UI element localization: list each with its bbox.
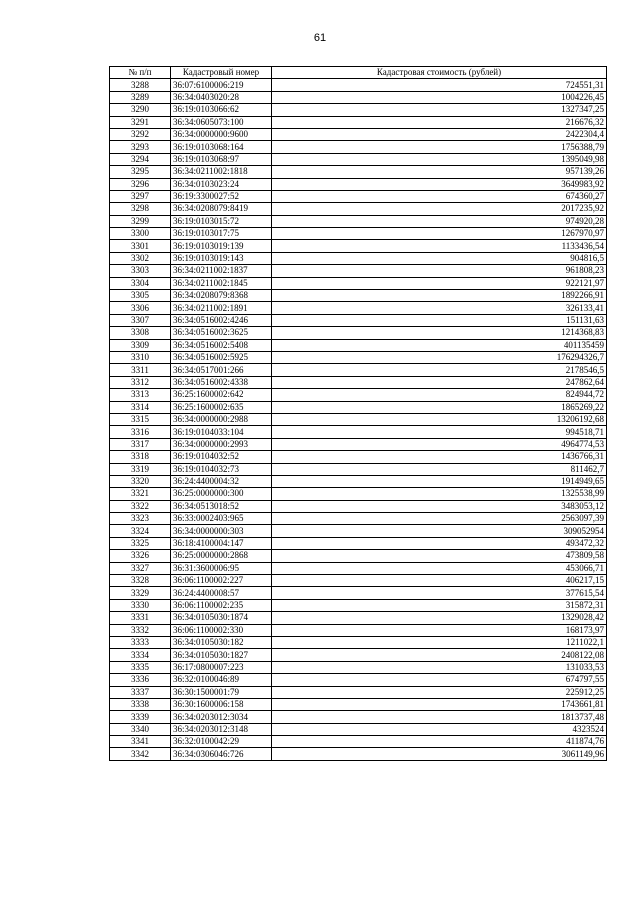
row-number: 3299 bbox=[110, 215, 171, 227]
table-row bbox=[110, 290, 607, 302]
cadastral-value: 674797,55 bbox=[272, 674, 607, 686]
header-row-number: № п/п bbox=[110, 67, 171, 79]
row-number: 3341 bbox=[110, 736, 171, 748]
table-body bbox=[110, 79, 607, 760]
cadastral-number: 36:34:0000000:2993 bbox=[171, 438, 272, 450]
table-header-row bbox=[110, 67, 607, 79]
table-row bbox=[110, 141, 607, 153]
row-number: 3315 bbox=[110, 413, 171, 425]
row-number: 3288 bbox=[110, 79, 171, 91]
row-number: 3306 bbox=[110, 302, 171, 314]
table-row bbox=[110, 302, 607, 314]
table-row bbox=[110, 215, 607, 227]
table-row bbox=[110, 661, 607, 673]
cadastral-number: 36:25:1600002:635 bbox=[171, 401, 272, 413]
cadastral-number: 36:19:0103068:97 bbox=[171, 153, 272, 165]
table-row bbox=[110, 364, 607, 376]
table-row bbox=[110, 426, 607, 438]
row-number: 3330 bbox=[110, 599, 171, 611]
cadastral-value: 1436766,31 bbox=[272, 451, 607, 463]
cadastral-number: 36:19:0103017:75 bbox=[171, 228, 272, 240]
row-number: 3314 bbox=[110, 401, 171, 413]
cadastral-value: 4964774,53 bbox=[272, 438, 607, 450]
cadastral-value: 473809,58 bbox=[272, 550, 607, 562]
row-number: 3298 bbox=[110, 203, 171, 215]
page-number: 61 bbox=[313, 32, 327, 44]
cadastral-value: 2563097,39 bbox=[272, 513, 607, 525]
row-number: 3325 bbox=[110, 537, 171, 549]
cadastral-number: 36:34:0516002:4246 bbox=[171, 314, 272, 326]
cadastral-number: 36:24:4400008:57 bbox=[171, 587, 272, 599]
row-number: 3292 bbox=[110, 128, 171, 140]
cadastral-value: 453066,71 bbox=[272, 562, 607, 574]
cadastral-number: 36:34:0000000:9600 bbox=[171, 128, 272, 140]
row-number: 3294 bbox=[110, 153, 171, 165]
cadastral-value: 1892266,91 bbox=[272, 290, 607, 302]
cadastral-value: 674360,27 bbox=[272, 190, 607, 202]
cadastral-number: 36:34:0208079:8368 bbox=[171, 290, 272, 302]
table-row bbox=[110, 736, 607, 748]
row-number: 3338 bbox=[110, 698, 171, 710]
cadastral-value: 1756388,79 bbox=[272, 141, 607, 153]
row-number: 3332 bbox=[110, 624, 171, 636]
cadastral-number: 36:30:1600006:158 bbox=[171, 698, 272, 710]
row-number: 3324 bbox=[110, 525, 171, 537]
row-number: 3308 bbox=[110, 327, 171, 339]
table-row bbox=[110, 265, 607, 277]
row-number: 3326 bbox=[110, 550, 171, 562]
cadastral-number: 36:34:0105030:182 bbox=[171, 636, 272, 648]
table-row bbox=[110, 463, 607, 475]
cadastral-number: 36:19:0104032:73 bbox=[171, 463, 272, 475]
table-row bbox=[110, 612, 607, 624]
row-number: 3303 bbox=[110, 265, 171, 277]
table-row bbox=[110, 451, 607, 463]
table-row bbox=[110, 636, 607, 648]
cadastral-number: 36:34:0403020:28 bbox=[171, 91, 272, 103]
row-number: 3302 bbox=[110, 252, 171, 264]
table-row bbox=[110, 488, 607, 500]
cadastral-value: 315872,31 bbox=[272, 599, 607, 611]
row-number: 3300 bbox=[110, 228, 171, 240]
row-number: 3295 bbox=[110, 166, 171, 178]
table-row bbox=[110, 178, 607, 190]
cadastral-value: 1914949,65 bbox=[272, 475, 607, 487]
row-number: 3290 bbox=[110, 104, 171, 116]
cadastral-value: 3649983,92 bbox=[272, 178, 607, 190]
table-row bbox=[110, 203, 607, 215]
row-number: 3316 bbox=[110, 426, 171, 438]
cadastral-number: 36:31:3600006:95 bbox=[171, 562, 272, 574]
table-row bbox=[110, 116, 607, 128]
cadastral-value: 247862,64 bbox=[272, 376, 607, 388]
row-number: 3317 bbox=[110, 438, 171, 450]
cadastral-number: 36:19:0104032:52 bbox=[171, 451, 272, 463]
cadastral-number: 36:34:0516002:5925 bbox=[171, 351, 272, 363]
cadastral-value: 1327347,25 bbox=[272, 104, 607, 116]
row-number: 3309 bbox=[110, 339, 171, 351]
cadastral-number: 36:34:0103023:24 bbox=[171, 178, 272, 190]
row-number: 3333 bbox=[110, 636, 171, 648]
cadastral-value: 824944,72 bbox=[272, 389, 607, 401]
cadastral-value: 1133436,54 bbox=[272, 240, 607, 252]
cadastral-value: 1211022,1 bbox=[272, 636, 607, 648]
table-row bbox=[110, 190, 607, 202]
row-number: 3312 bbox=[110, 376, 171, 388]
table-row bbox=[110, 351, 607, 363]
cadastral-number: 36:34:0211002:1837 bbox=[171, 265, 272, 277]
cadastral-number: 36:34:0208079:8419 bbox=[171, 203, 272, 215]
cadastral-value: 13206192,68 bbox=[272, 413, 607, 425]
row-number: 3296 bbox=[110, 178, 171, 190]
cadastral-value: 225912,25 bbox=[272, 686, 607, 698]
cadastral-number: 36:06:1100002:235 bbox=[171, 599, 272, 611]
table-row bbox=[110, 277, 607, 289]
cadastral-number: 36:34:0000000:2988 bbox=[171, 413, 272, 425]
table-row bbox=[110, 723, 607, 735]
cadastral-number: 36:25:0000000:2868 bbox=[171, 550, 272, 562]
cadastral-value: 957139,26 bbox=[272, 166, 607, 178]
cadastral-number: 36:34:0000000:303 bbox=[171, 525, 272, 537]
cadastral-number: 36:19:0103019:143 bbox=[171, 252, 272, 264]
row-number: 3337 bbox=[110, 686, 171, 698]
row-number: 3339 bbox=[110, 711, 171, 723]
cadastral-number: 36:34:0605073:100 bbox=[171, 116, 272, 128]
row-number: 3320 bbox=[110, 475, 171, 487]
cadastral-value: 377615,54 bbox=[272, 587, 607, 599]
cadastral-value: 216676,32 bbox=[272, 116, 607, 128]
table-row bbox=[110, 587, 607, 599]
row-number: 3327 bbox=[110, 562, 171, 574]
cadastral-number: 36:32:0100046:89 bbox=[171, 674, 272, 686]
cadastral-number: 36:34:0516002:5408 bbox=[171, 339, 272, 351]
table-row bbox=[110, 339, 607, 351]
table-row bbox=[110, 228, 607, 240]
table-row bbox=[110, 649, 607, 661]
cadastral-value: 2422304,4 bbox=[272, 128, 607, 140]
header-cadastral-number: Кадастровый номер bbox=[171, 67, 272, 79]
cadastral-number: 36:34:0513018:52 bbox=[171, 500, 272, 512]
cadastral-value: 326133,41 bbox=[272, 302, 607, 314]
table-row bbox=[110, 401, 607, 413]
cadastral-number: 36:06:1100002:227 bbox=[171, 575, 272, 587]
cadastral-number: 36:34:0517001:266 bbox=[171, 364, 272, 376]
cadastral-value: 1004226,45 bbox=[272, 91, 607, 103]
table-row bbox=[110, 166, 607, 178]
cadastral-number: 36:19:3300027:52 bbox=[171, 190, 272, 202]
row-number: 3307 bbox=[110, 314, 171, 326]
cadastral-number: 36:25:1600002:642 bbox=[171, 389, 272, 401]
row-number: 3293 bbox=[110, 141, 171, 153]
table-row bbox=[110, 79, 607, 91]
cadastral-value: 1329028,42 bbox=[272, 612, 607, 624]
cadastral-number: 36:34:0516002:4338 bbox=[171, 376, 272, 388]
table-row bbox=[110, 686, 607, 698]
cadastral-number: 36:17:0800007:223 bbox=[171, 661, 272, 673]
cadastral-value: 2408122,08 bbox=[272, 649, 607, 661]
cadastral-number: 36:07:6100006:219 bbox=[171, 79, 272, 91]
row-number: 3334 bbox=[110, 649, 171, 661]
cadastral-number: 36:34:0105030:1827 bbox=[171, 649, 272, 661]
row-number: 3335 bbox=[110, 661, 171, 673]
table-row bbox=[110, 562, 607, 574]
table-row bbox=[110, 500, 607, 512]
row-number: 3297 bbox=[110, 190, 171, 202]
row-number: 3321 bbox=[110, 488, 171, 500]
table-row bbox=[110, 376, 607, 388]
row-number: 3323 bbox=[110, 513, 171, 525]
table-row bbox=[110, 748, 607, 760]
table-row bbox=[110, 599, 607, 611]
row-number: 3319 bbox=[110, 463, 171, 475]
cadastral-number: 36:19:0104033:104 bbox=[171, 426, 272, 438]
cadastral-value: 724551,31 bbox=[272, 79, 607, 91]
cadastral-number: 36:24:4400004:32 bbox=[171, 475, 272, 487]
cadastral-value: 1395049,98 bbox=[272, 153, 607, 165]
table-row bbox=[110, 104, 607, 116]
row-number: 3311 bbox=[110, 364, 171, 376]
table-row bbox=[110, 525, 607, 537]
cadastral-value: 1743661,81 bbox=[272, 698, 607, 710]
table-row bbox=[110, 698, 607, 710]
cadastral-number: 36:34:0211002:1845 bbox=[171, 277, 272, 289]
row-number: 3291 bbox=[110, 116, 171, 128]
cadastral-value: 2017235,92 bbox=[272, 203, 607, 215]
table-row bbox=[110, 252, 607, 264]
row-number: 3331 bbox=[110, 612, 171, 624]
table-row bbox=[110, 513, 607, 525]
cadastral-number: 36:34:0203012:3148 bbox=[171, 723, 272, 735]
row-number: 3313 bbox=[110, 389, 171, 401]
cadastral-number: 36:32:0100042:29 bbox=[171, 736, 272, 748]
table-row bbox=[110, 624, 607, 636]
table-row bbox=[110, 128, 607, 140]
table-row bbox=[110, 389, 607, 401]
row-number: 3329 bbox=[110, 587, 171, 599]
cadastral-value: 1865269,22 bbox=[272, 401, 607, 413]
table-row bbox=[110, 240, 607, 252]
cadastral-number: 36:34:0211002:1818 bbox=[171, 166, 272, 178]
cadastral-value-table bbox=[109, 66, 607, 761]
cadastral-number: 36:34:0105030:1874 bbox=[171, 612, 272, 624]
cadastral-value: 151131,63 bbox=[272, 314, 607, 326]
row-number: 3301 bbox=[110, 240, 171, 252]
cadastral-value: 309052954 bbox=[272, 525, 607, 537]
cadastral-value: 2178546,5 bbox=[272, 364, 607, 376]
table-row bbox=[110, 537, 607, 549]
cadastral-value: 994518,71 bbox=[272, 426, 607, 438]
cadastral-number: 36:19:0103015:72 bbox=[171, 215, 272, 227]
cadastral-number: 36:25:0000000:300 bbox=[171, 488, 272, 500]
cadastral-number: 36:34:0516002:3625 bbox=[171, 327, 272, 339]
cadastral-value: 922121,97 bbox=[272, 277, 607, 289]
cadastral-value: 168173,97 bbox=[272, 624, 607, 636]
row-number: 3304 bbox=[110, 277, 171, 289]
cadastral-value: 1267970,97 bbox=[272, 228, 607, 240]
table-row bbox=[110, 575, 607, 587]
row-number: 3342 bbox=[110, 748, 171, 760]
cadastral-value: 974920,28 bbox=[272, 215, 607, 227]
cadastral-number: 36:19:0103068:164 bbox=[171, 141, 272, 153]
cadastral-number: 36:34:0211002:1891 bbox=[171, 302, 272, 314]
row-number: 3310 bbox=[110, 351, 171, 363]
cadastral-number: 36:34:0203012:3034 bbox=[171, 711, 272, 723]
row-number: 3322 bbox=[110, 500, 171, 512]
cadastral-value: 493472,32 bbox=[272, 537, 607, 549]
row-number: 3289 bbox=[110, 91, 171, 103]
row-number: 3340 bbox=[110, 723, 171, 735]
header-cadastral-value: Кадастровая стоимость (рублей) bbox=[272, 67, 607, 79]
cadastral-number: 36:34:0306046:726 bbox=[171, 748, 272, 760]
row-number: 3318 bbox=[110, 451, 171, 463]
table-row bbox=[110, 314, 607, 326]
table-row bbox=[110, 438, 607, 450]
cadastral-value: 411874,76 bbox=[272, 736, 607, 748]
cadastral-value: 3483053,12 bbox=[272, 500, 607, 512]
row-number: 3328 bbox=[110, 575, 171, 587]
cadastral-value: 1214368,83 bbox=[272, 327, 607, 339]
table-row bbox=[110, 550, 607, 562]
cadastral-number: 36:06:1100002:330 bbox=[171, 624, 272, 636]
cadastral-value: 3061149,96 bbox=[272, 748, 607, 760]
cadastral-value: 401135459 bbox=[272, 339, 607, 351]
table-row bbox=[110, 91, 607, 103]
table-row bbox=[110, 674, 607, 686]
cadastral-value: 1325538,99 bbox=[272, 488, 607, 500]
cadastral-number: 36:33:0002403:965 bbox=[171, 513, 272, 525]
row-number: 3305 bbox=[110, 290, 171, 302]
cadastral-number: 36:19:0103066:62 bbox=[171, 104, 272, 116]
cadastral-value: 961808,23 bbox=[272, 265, 607, 277]
cadastral-value: 811462,7 bbox=[272, 463, 607, 475]
cadastral-number: 36:30:1500001:79 bbox=[171, 686, 272, 698]
table-row bbox=[110, 327, 607, 339]
table-row bbox=[110, 413, 607, 425]
cadastral-value: 904816,5 bbox=[272, 252, 607, 264]
table-row bbox=[110, 711, 607, 723]
cadastral-value: 4323524 bbox=[272, 723, 607, 735]
cadastral-value: 1813737,48 bbox=[272, 711, 607, 723]
cadastral-number: 36:18:4100004:147 bbox=[171, 537, 272, 549]
table-row bbox=[110, 153, 607, 165]
cadastral-value: 131033,53 bbox=[272, 661, 607, 673]
row-number: 3336 bbox=[110, 674, 171, 686]
cadastral-value: 176294326,7 bbox=[272, 351, 607, 363]
table-row bbox=[110, 475, 607, 487]
cadastral-number: 36:19:0103019:139 bbox=[171, 240, 272, 252]
cadastral-value: 406217,15 bbox=[272, 575, 607, 587]
